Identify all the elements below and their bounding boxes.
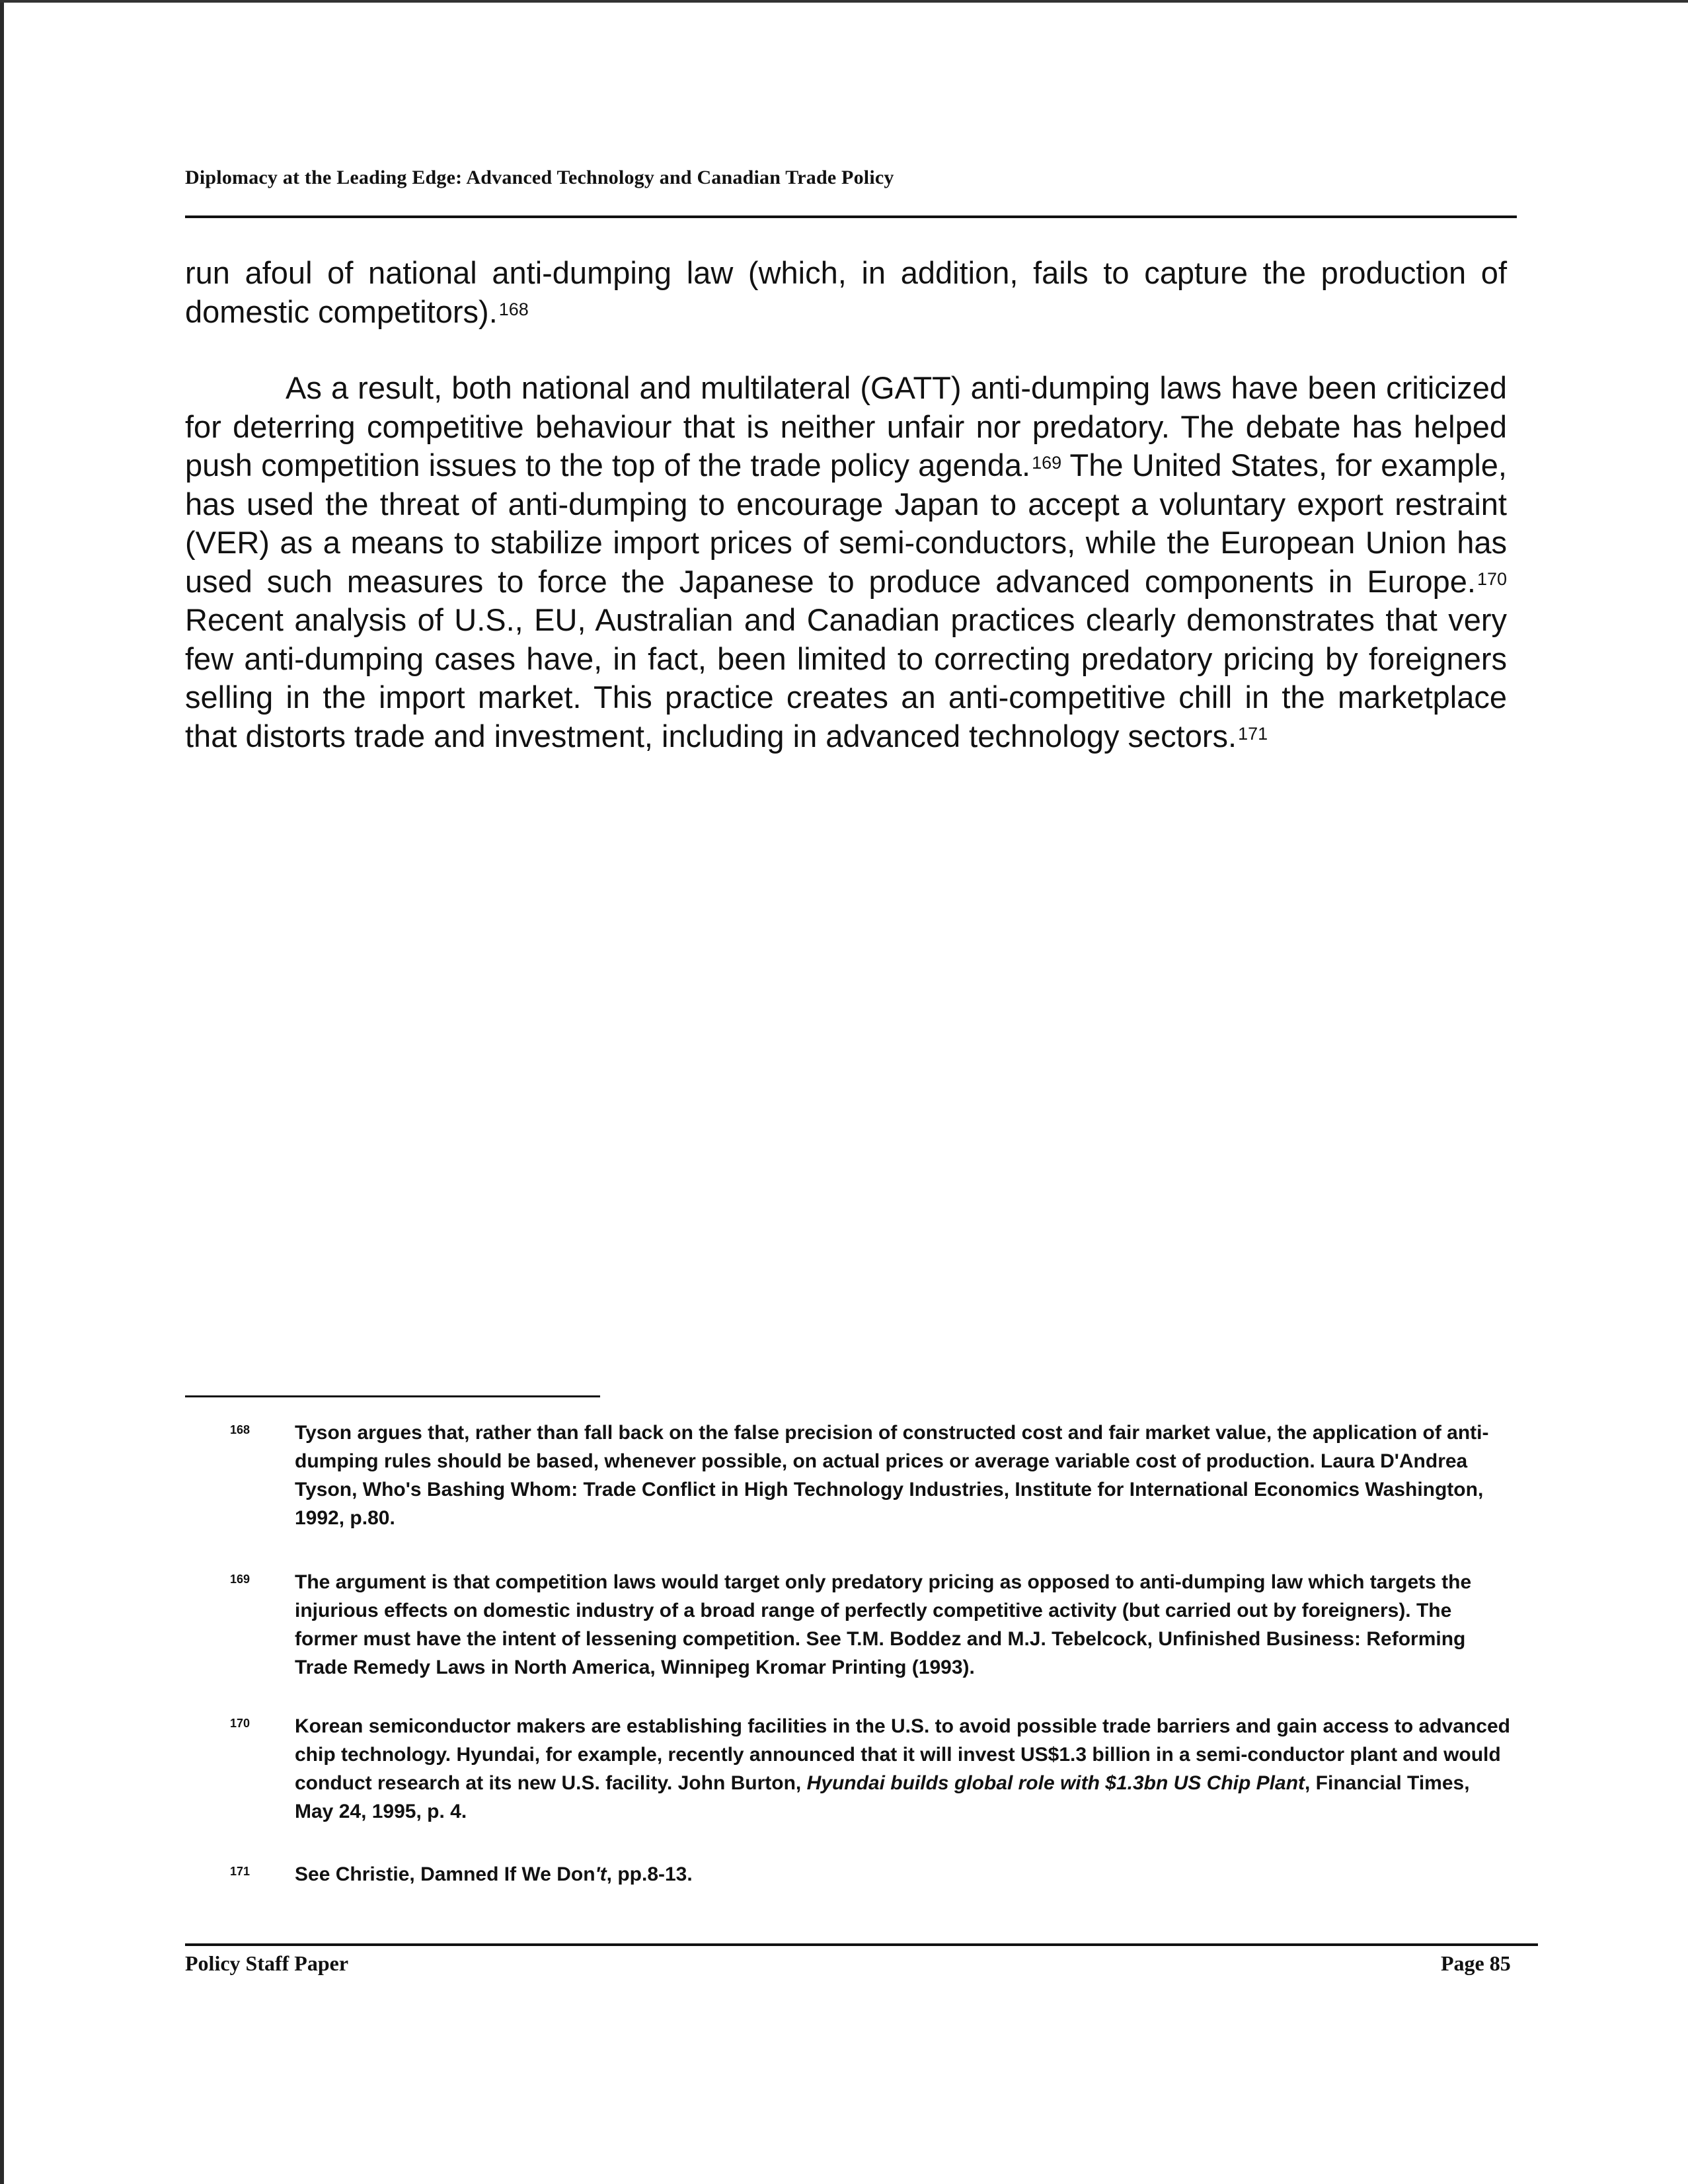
footnote-separator	[185, 1395, 600, 1397]
header-rule	[185, 215, 1517, 218]
footnote-text: The argument is that competition laws would target only predatory pricing as opposed to anti-dumping law which targets the injurious effects on domestic industry of a broad range of perfectly competitive activity (but carried out by foreigners). The former must have the intent of lessening competition. See T.M. Boddez and M.J. Tebelcock, Unfinished Business: Reforming Trade Remedy Laws in North America, Winnipeg Kromar Printing (1993).	[295, 1571, 1472, 1678]
paragraph-1	[185, 254, 1507, 331]
footnote-171	[185, 1860, 1510, 1889]
footnote-text: Tyson argues that, rather than fall back on the false precision of constructed cost and fair market value, the application of anti-dumping rules should be based, whenever possible, on actual prices or average variable cost of production. Laura D'Andrea Tyson, Who's Bashing Whom: Trade Conflict in High Technology Industries, Institute for International Economics Washington, 1992, p.80.	[295, 1422, 1489, 1529]
footnote-168	[185, 1419, 1510, 1532]
footer-publication: Policy Staff Paper	[185, 1951, 349, 1975]
scan-edge-left	[0, 0, 4, 2184]
footnote-text-part: , pp.8-13.	[606, 1863, 693, 1885]
footnote-text	[295, 1712, 1510, 1826]
paragraph-2-segment-3: Recent analysis of U.S., EU, Australian and Canadian practices clearly demonstrates that very few anti-dumping cases have, in fact, been limited to correcting predatory pricing by foreigners selling in the import market. This practice creates an anti-competitive chill in the marketplace that distorts trade and investment, including in advanced technology sectors.	[185, 602, 1507, 754]
footnote-ref-170[interactable]: 170	[1477, 568, 1507, 589]
running-header: Diplomacy at the Leading Edge: Advanced Technology and Canadian Trade Policy	[185, 167, 894, 188]
footnote-text	[295, 1860, 1510, 1889]
page-number: Page 85	[1441, 1951, 1511, 1975]
footnote-text-part: , Financial Times, May 24, 1995, p. 4.	[295, 1772, 1470, 1822]
footer-rule	[185, 1943, 1538, 1946]
footnote-number: 169	[230, 1573, 250, 1586]
footnote-text-part: See Christie, Damned If We Don	[295, 1863, 595, 1885]
footnote-number: 170	[230, 1717, 250, 1730]
paragraph-1-text: run afoul of national anti-dumping law (which, in addition, fails to capture the production of domestic competitors).	[185, 255, 1507, 329]
footnote-169	[185, 1568, 1510, 1682]
footnote-number: 171	[230, 1865, 250, 1878]
footnote-ref-168[interactable]: 168	[498, 299, 529, 319]
scan-edge-top	[0, 0, 1688, 3]
footnote-text-part: Korean semiconductor makers are establishing facilities in the U.S. to avoid possible trade barriers and gain access to advanced chip technology. Hyundai, for example, recently announced that it will invest US$1.3 billion in a semi-conductor plant and would conduct research at its new U.S. facility. John Burton,	[295, 1715, 1510, 1794]
paragraph-2-segment-1: As a result, both national and multilateral (GATT) anti-dumping laws have been criticized for deterring competitive behaviour that is neither unfair nor predatory. The debate has helped push competition issues to the top of the trade policy agenda.	[185, 370, 1507, 483]
footnote-ref-171[interactable]: 171	[1238, 723, 1268, 744]
paragraph-2-segment-2: The United States, for example, has used the threat of anti-dumping to encourage Japan to accept a voluntary export restraint (VER) as a means to stabilize import prices of semi-conductors, while the European Union has used such measures to force the Japanese to produce advanced components in Europe.	[185, 448, 1507, 599]
footnote-text-italic: 't	[595, 1863, 607, 1885]
paragraph-2	[185, 369, 1507, 756]
footnote-number: 168	[230, 1423, 250, 1436]
footnote-ref-169[interactable]: 169	[1032, 453, 1062, 473]
footnote-170	[185, 1712, 1510, 1826]
article-title: Hyundai builds global role with $1.3bn US Chip Plant	[806, 1772, 1305, 1794]
